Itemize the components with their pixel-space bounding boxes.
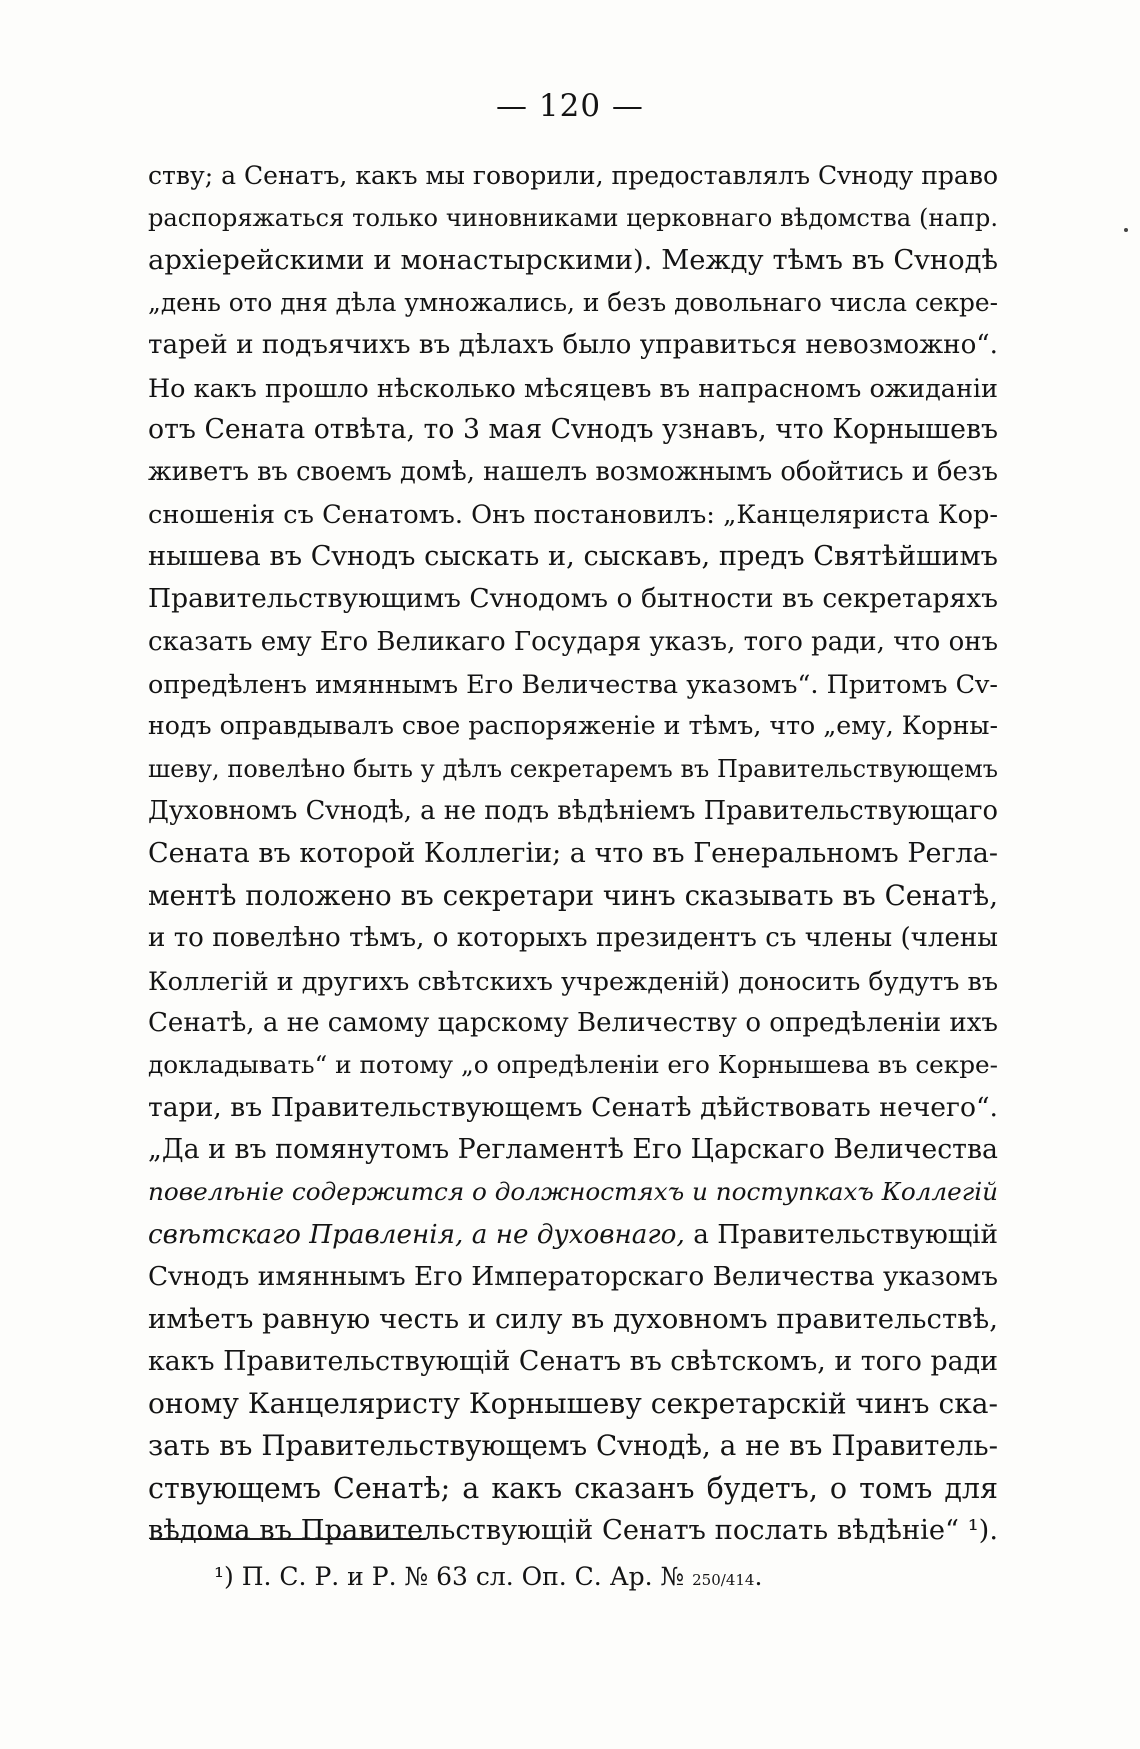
text-line: ментѣ положено въ секретари чинъ сказывать въ Сенатѣ,: [148, 878, 998, 912]
text-line: вѣдома въ Правительствующій Сенатъ послать вѣдѣніе“ ¹).: [148, 1515, 998, 1546]
text-line: Коллегій и другихъ свѣтскихъ учрежденій) доносить будутъ въ: [148, 965, 998, 996]
text-line: имѣетъ равную честь и силу въ духовномъ правительствѣ,: [148, 1303, 998, 1336]
text-line: „Да и въ помянутомъ Регламентѣ Его Царскаго Величества: [148, 1133, 998, 1165]
text-line: отъ Сената отвѣта, то 3 мая Сvнодъ узнавъ, что Корнышевъ: [148, 414, 998, 446]
footnote: [214, 1562, 762, 1591]
text-line: Сената въ которой Коллегіи; а что въ Генеральномъ Регла-: [148, 837, 998, 869]
text-line: тарей и подъячихъ въ дѣлахъ было управиться невозможно“.: [148, 330, 998, 361]
text-line: „день ото дня дѣла умножались, и безъ довольнаго числа секре-: [148, 288, 998, 318]
text-line: шеву, повелѣно быть у дѣлъ секретаремъ въ Правительствующемъ: [148, 754, 998, 783]
text-line: Но какъ прошло нѣсколько мѣсяцевъ въ напрасномъ ожиданіи: [148, 372, 998, 403]
text-line: нышева въ Сvнодъ сыскать и, сыскавъ, предъ Святѣйшимъ: [148, 541, 998, 573]
text-line: Духовномъ Сvнодѣ, а не подъ вѣдѣніемъ Правительствующаго: [148, 796, 998, 827]
footnote-end: .: [754, 1562, 763, 1591]
footnote-fraction: 250/414: [692, 1571, 755, 1589]
text-line: тари, въ Правительствующемъ Сенатѣ дѣйствовать нечего“.: [148, 1091, 998, 1123]
text-line: ству; а Сенатъ, какъ мы говорили, предоставлялъ Сvноду право: [148, 161, 999, 190]
text-line: ствующемъ Сенатѣ; а какъ сказанъ будетъ, о томъ для: [148, 1471, 998, 1505]
text-line: какъ Правительствующій Сенатъ въ свѣтскомъ, и того ради: [148, 1345, 998, 1377]
body-text: [148, 155, 998, 1552]
text-line-italic: [148, 1171, 998, 1213]
ink-speck: [1124, 228, 1128, 232]
text-line: докладывать“ и потому „о опредѣленіи его Корнышева въ секре-: [148, 1050, 998, 1080]
text-line: сказать ему Его Великаго Государя указъ, того ради, что онъ: [148, 626, 999, 657]
italic-phrase: свѣтскаго Правленія, а не духовнаго,: [148, 1219, 685, 1250]
text-line: оному Канцеляристу Корнышеву секретарскій чинъ ска-: [148, 1386, 998, 1420]
footnote-divider: [150, 1538, 426, 1540]
page-number: — 120 —: [496, 88, 644, 124]
text-line: распоряжаться только чиновниками церковнаго вѣдомства (напр.: [148, 204, 998, 233]
text-line-italic: [148, 1214, 998, 1256]
footnote-marker: ¹): [214, 1562, 234, 1591]
text-line: архіерейскими и монастырскими). Между тѣмъ въ Сvнодѣ: [148, 244, 998, 276]
text-line: и то повелѣно тѣмъ, о которыхъ президентъ съ члены (члены: [148, 923, 998, 954]
text-line: Сvнодъ имяннымъ Его Императорскаго Величества указомъ: [148, 1261, 999, 1292]
text-line: живетъ въ своемъ домѣ, нашелъ возможнымъ обойтись и безъ: [148, 457, 998, 488]
text-line: сношенія съ Сенатомъ. Онъ постановилъ: „Канцеляриста Кор-: [148, 499, 998, 530]
text-line: Сенатѣ, а не самому царскому Величеству о опредѣленіи ихъ: [148, 1007, 998, 1038]
text-line: Правительствующимъ Сvнодомъ о бытности въ секретаряхъ: [148, 583, 998, 615]
text-line: опредѣленъ имяннымъ Его Величества указомъ“. Притомъ Сv-: [148, 669, 998, 700]
line-rest: а Правительствующій: [684, 1219, 998, 1250]
footnote-text: П. С. Р. и Р. № 63 сл. Оп. С. Ар. №: [233, 1562, 693, 1591]
text-line: зать въ Правительствующемъ Сvнодѣ, а не въ Правитель-: [148, 1429, 998, 1463]
italic-phrase: повелѣніе содержится о должностяхъ и поступкахъ Коллегій: [148, 1177, 998, 1207]
text-line: нодъ оправдывалъ свое распоряженіе и тѣмъ, что „ему, Корны-: [148, 711, 998, 741]
